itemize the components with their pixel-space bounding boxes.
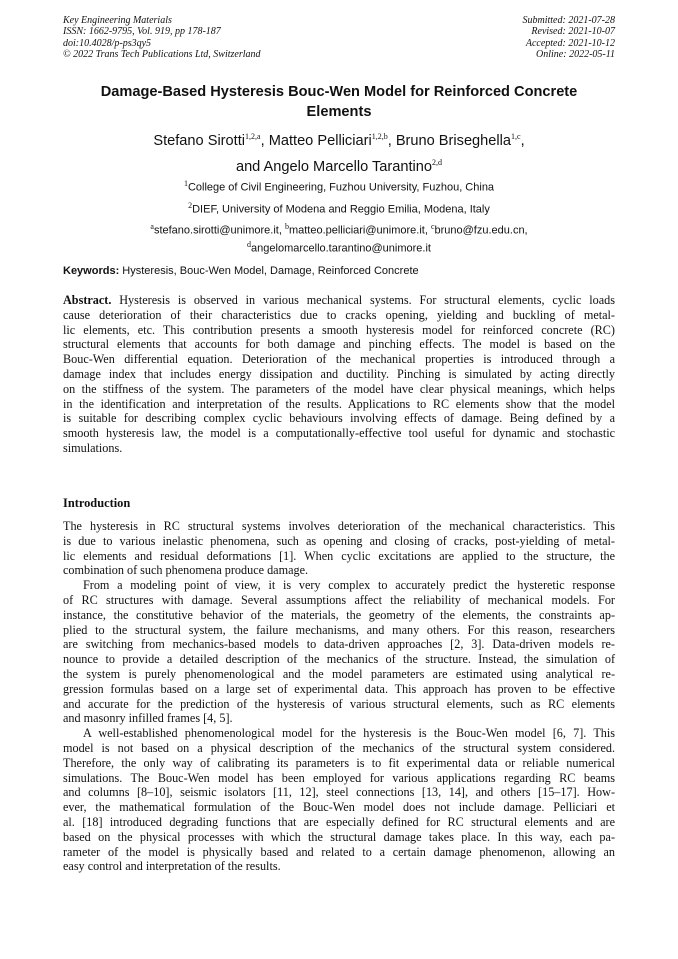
intro-line: easy control and interpretation of the results. — [63, 859, 281, 874]
doi: doi:10.4028/p-ps3qy5 — [63, 37, 152, 49]
keywords-label: Keywords: — [63, 265, 120, 277]
email-link[interactable]: bruno@fzu.edu.cn, — [434, 224, 528, 237]
abstract-line: cause deterioration of their characteristics due to cracks opening, yielding and buckling of metal- — [63, 307, 615, 322]
intro-line: From a modeling point of view, it is very complex to accurately predict the hysteretic response — [83, 578, 615, 593]
authors-line-2 — [63, 152, 615, 178]
intro-line: gression formulas based on a large set of experimental data. This approach has proven to be effective — [63, 681, 615, 696]
emails-line-2 — [63, 238, 615, 256]
keywords — [63, 264, 615, 278]
publication-dates — [523, 15, 616, 60]
intro-line: model is not based on a physical description of the mechanics of the structural system considered. — [63, 740, 615, 755]
introduction-body — [63, 519, 615, 874]
abstract-line: simulations. — [63, 440, 123, 455]
abstract-line — [63, 293, 615, 308]
intro-line: ever, the mathematical formulation of the Bouc-Wen model does not include damage. Pelliciari et — [63, 800, 615, 815]
paper-title — [63, 82, 615, 122]
authors-line-1 — [63, 126, 615, 152]
author-affiliation-marker: 1,c — [511, 132, 521, 141]
email-marker: b — [284, 222, 289, 231]
journal-info — [63, 15, 261, 60]
abstract-line: smooth hysteresis law, the model is a computationally-effective tool useful for dynamic and stochastic — [63, 426, 615, 441]
intro-line: and columns [8–10], seismic isolators [11, 12], steel connections [13, 14], and others [15–17]. How- — [63, 785, 615, 800]
abstract-first-line: Hysteresis is observed in various mechanical systems. For structural elements, cyclic loads — [111, 293, 615, 307]
affiliation-text: College of Civil Engineering, Fuzhou University, Fuzhou, China — [187, 181, 495, 194]
issn: ISSN: 1662-9795, Vol. 919, pp 178-187 — [63, 26, 221, 38]
abstract-line: Bouc-Wen differential equation. Deterioration of the mechanical properties is introduced through a — [63, 352, 615, 367]
author-list — [63, 126, 615, 178]
email-link[interactable]: matteo.pelliciari@unimore.it, — [288, 224, 431, 237]
section-heading-introduction: Introduction — [63, 496, 131, 510]
online-date: Online: 2022-05-11 — [536, 48, 615, 60]
affiliation-marker: 2 — [188, 201, 193, 210]
intro-line: the system is purely phenomenological and the model parameters are estimated using analytical re- — [63, 666, 615, 681]
affiliation-text: DIEF, University of Modena and Reggio Emilia, Modena, Italy — [192, 203, 490, 216]
affiliation-1 — [63, 177, 615, 195]
emails-line-1 — [63, 220, 615, 238]
intro-line: rameter of the model is physically based and related to a certain damage phenomenon, allowing an — [63, 844, 615, 859]
submitted-date: Submitted: 2021-07-28 — [522, 15, 615, 26]
author-separator: , — [520, 132, 525, 149]
title-line-2: Elements — [306, 104, 372, 120]
author-affiliation-marker: 1,2,a — [245, 132, 261, 141]
intro-line: instance, the constitutive behavior of the materials, the geometry of the elements, the constraints ap- — [63, 607, 615, 622]
intro-line: of RC structures with damage. Several assumptions affect the reliability of mechanical models. For — [63, 592, 615, 607]
author-emails — [63, 220, 615, 256]
author-name: Matteo Pelliciari — [268, 132, 372, 149]
intro-line: simulations. The Bouc-Wen model has been employed for various applications regarding RC beams — [63, 770, 615, 785]
intro-paragraph — [63, 519, 615, 578]
intro-line: is due to various inelastic phenomena, such as opening and closing of cracks, post-yielding of metal- — [63, 533, 615, 548]
author-separator: , — [387, 132, 396, 149]
abstract-line: damage index that includes energy dissipation and ductility. Pinching is simulated by acting directly — [63, 366, 615, 381]
author-name: and Angelo Marcello Tarantino — [235, 158, 433, 175]
intro-line: based on the physical processes with which the structural damage takes place. In this way, each pa- — [63, 829, 615, 844]
abstract — [63, 293, 615, 456]
intro-line: The hysteresis in RC structural systems involves deterioration of the mechanical characteristics. This — [63, 519, 615, 533]
author-name: Stefano Sirotti — [153, 132, 246, 149]
copyright: © 2022 Trans Tech Publications Ltd, Switzerland — [63, 48, 261, 60]
intro-paragraph — [63, 578, 615, 726]
journal-name: Key Engineering Materials — [63, 15, 172, 26]
intro-line: lic elements and residual deformations [1]. When cyclic excitations are applied to the structure, the — [63, 548, 615, 563]
author-separator: , — [260, 132, 269, 149]
keywords-text: Hysteresis, Bouc-Wen Model, Damage, Reinforced Concrete — [119, 265, 419, 277]
intro-line: al. [18] introduced degrading functions that are especially defined for RC structural elements and are — [63, 814, 615, 829]
abstract-line: structural elements that accounts for both damage and pinching effects. The model is based on the — [63, 337, 615, 352]
intro-line: Therefore, the only way of calibrating its parameters is to fit experimental data or reliable numerical — [63, 755, 615, 770]
email-marker: d — [247, 240, 252, 250]
abstract-line: in the identification and interpretation of the results. Applications to RC elements show that the model — [63, 396, 615, 411]
affiliation-2 — [63, 199, 615, 217]
author-name: Bruno Briseghella — [395, 132, 512, 149]
accepted-date: Accepted: 2021-10-12 — [525, 37, 615, 49]
intro-line: and accurate for the prediction of the hysteresis of various structural elements, such as RC elements — [63, 696, 615, 711]
intro-line: A well-established phenomenological model for the hysteresis is the Bouc-Wen model [6, 7]. This — [83, 726, 615, 741]
abstract-line: is suitable for describing complex cyclic behaviours involving effects of damage. Being defined by a — [63, 411, 615, 426]
intro-line: plied to the structural system, the failure mechanisms, and many others. For this reason, researchers — [63, 622, 615, 637]
abstract-line: on the stiffness of the system. The parameters of the model have clear physical meanings, which helps — [63, 381, 615, 396]
abstract-label: Abstract. — [63, 293, 112, 307]
email-marker: a — [150, 222, 154, 231]
intro-line: combination of such phenomena produce damage. — [63, 563, 309, 578]
title-line-1: Damage-Based Hysteresis Bouc-Wen Model for Reinforced Concrete — [100, 84, 578, 100]
email-link[interactable]: stefano.sirotti@unimore.it, — [153, 224, 285, 237]
author-affiliation-marker: 2,d — [432, 157, 443, 167]
author-affiliation-marker: 1,2,b — [371, 132, 388, 141]
revised-date: Revised: 2021-10-07 — [531, 26, 615, 38]
intro-line: are switching from mechanics-based models to data-driven approaches [2, 3]. Data-driven models re- — [63, 637, 615, 652]
abstract-line: lic elements, etc. This contribution presents a smooth hysteresis model for reinforced concrete (RC) — [63, 322, 615, 337]
email-marker: c — [430, 222, 435, 231]
abstract-body — [63, 308, 615, 456]
intro-paragraph — [63, 726, 615, 874]
email-link[interactable]: angelomarcello.tarantino@unimore.it — [251, 242, 431, 255]
intro-line: and masonry infilled frames [4, 5]. — [63, 711, 233, 726]
intro-line: nounce to provide a detailed description of the mechanics of the structure. Instead, the simulation of — [63, 652, 615, 667]
affiliation-marker: 1 — [183, 179, 188, 188]
